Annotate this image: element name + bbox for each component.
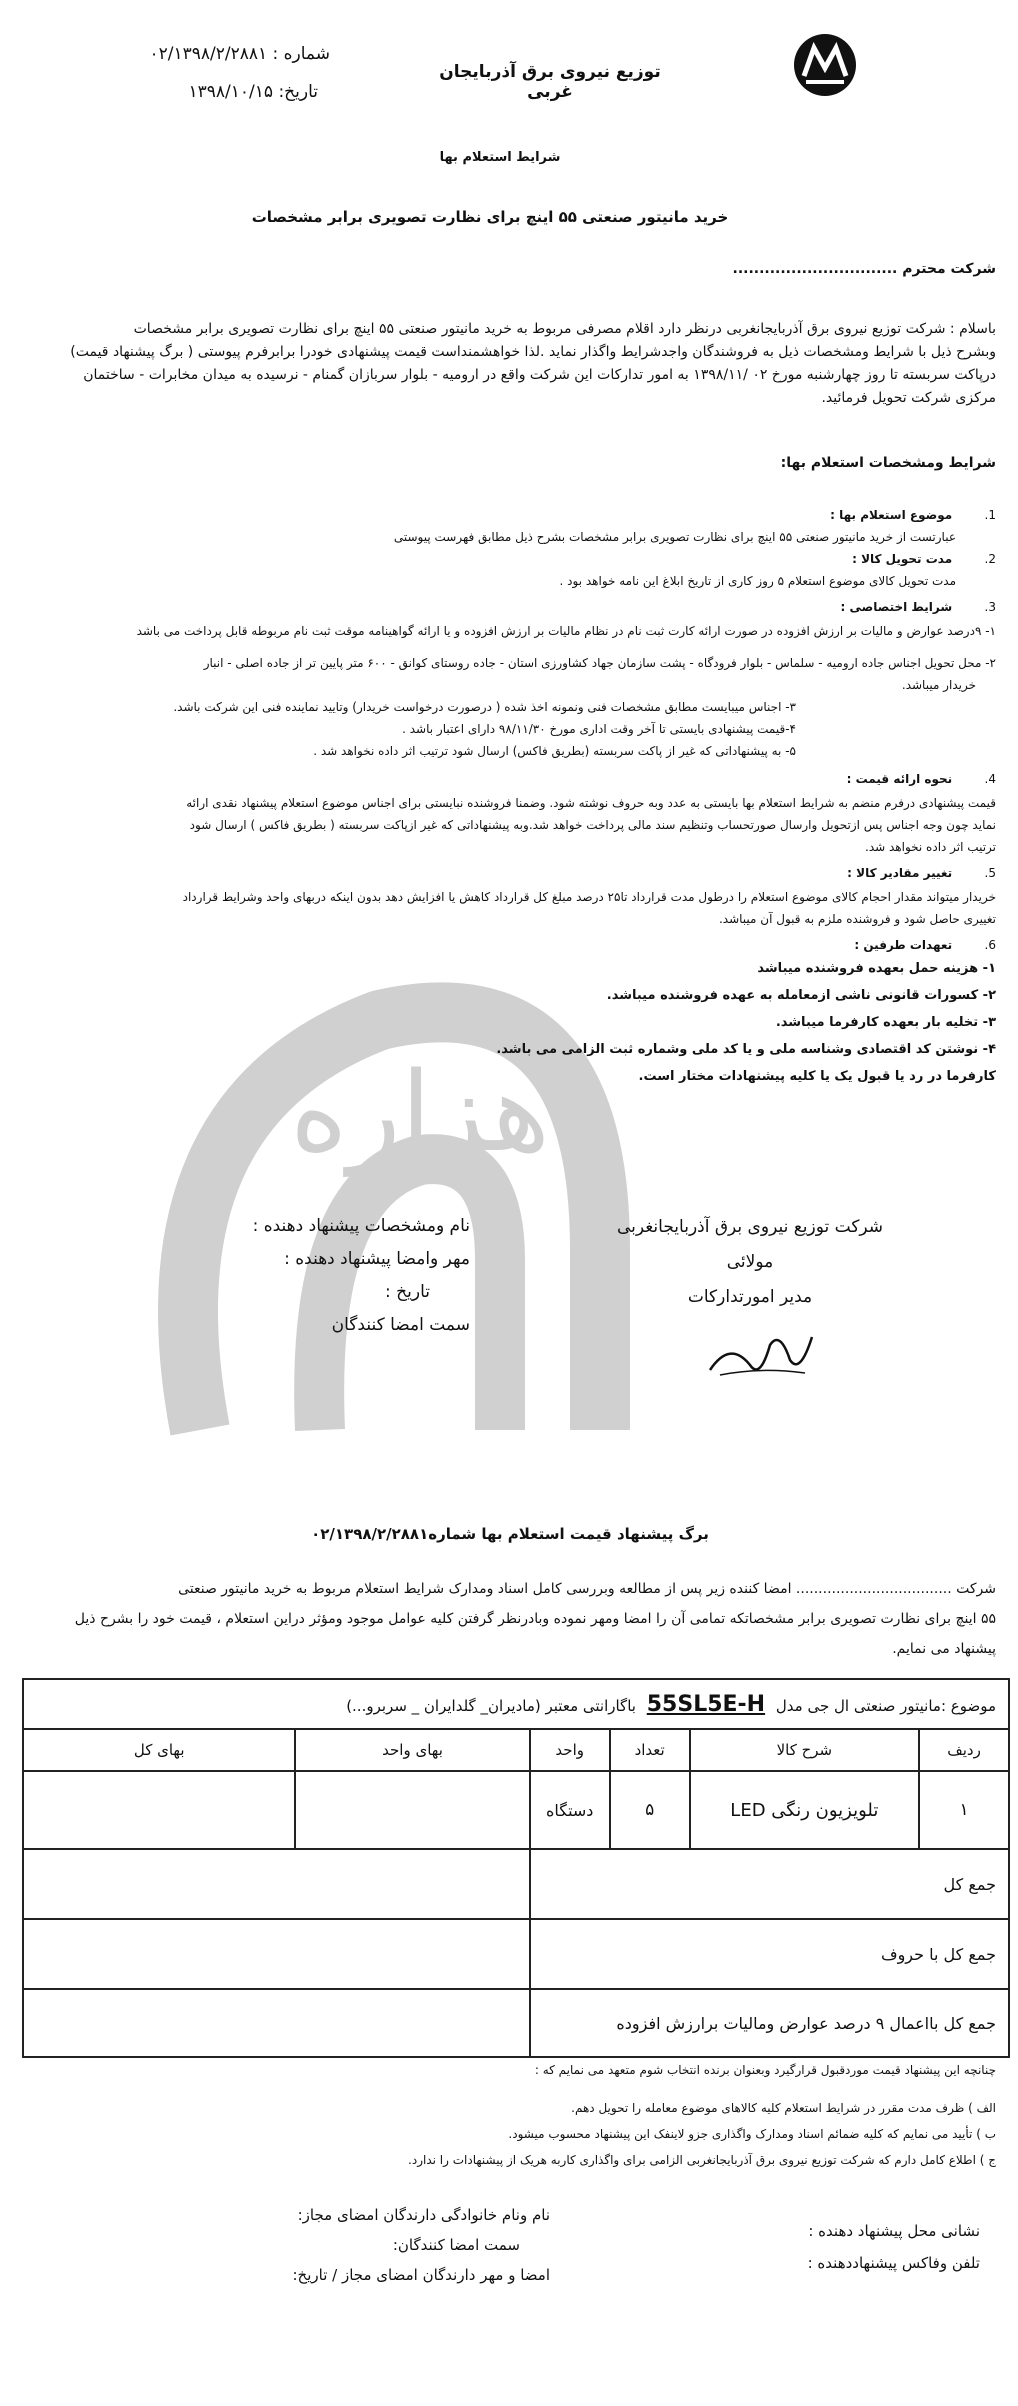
cell-total-price[interactable] [23, 1771, 295, 1849]
conditions-title: شرایط استعلام بها [439, 150, 561, 165]
date-value: ۱۳۹۸/۱۰/۱۵ [188, 82, 274, 102]
watermark-text: هزاره [289, 1048, 551, 1176]
company-signature-block: شرکت توزیع نیروی برق آذربایجانغربی مولائی مدیر امورتدارکات [616, 1217, 884, 1307]
item-6-line: ۴- نوشتن کد اقتصادی وشناسه ملی و یا کد ملی وشماره ثبت الزامی می باشد. [496, 1042, 996, 1057]
commitment-item: ب ) تأیید می نمایم که کلیه ضمائم اسناد ومدارک واگذاری جزو لاینفک این پیشنهاد محسوب میشود. [508, 2127, 996, 2141]
company-name: توزیع نیروی برق آذربایجان غربی [439, 62, 661, 102]
col-header-unit-price: بهای واحد [295, 1729, 529, 1771]
item-3-heading: 3. شرایط اختصاصی : [840, 600, 996, 614]
item-5-line: خریدار میتواند مقدار احجام کالای موضوع استعلام را درطول مدت قرارداد تا۲۵ درصد مبلغ کل قرارداد کاهش یا افزایش دهد بدون اینکه دربهای واحد وشرایط قرارداد [182, 890, 996, 904]
bidder-signature-block: نام ومشخصات پیشنهاد دهنده : مهر وامضا پیشنهاد دهنده : تاریخ : سمت امضا کنندگان [252, 1216, 470, 1335]
quote-table-wrapper [22, 1678, 1010, 2058]
cell-unit-price[interactable] [295, 1771, 529, 1849]
footer-commitments [21, 2098, 996, 2176]
intro-line: درپاکت سربسته تا روز چهارشنبه مورخ ۰۲ /۱۳۹۸/۱۱ به امور تدارکات این شرکت واقع در ارومیه - بلوار سربازان گمنام - نرسیده به میدان مخابرات - ساختمان [83, 367, 996, 383]
item-5-heading: 5. تغییر مقادیر کالا : [847, 866, 996, 880]
cell-quantity: ۵ [610, 1771, 690, 1849]
item-4-line: ترتیب اثر داده نخواهد شد. [865, 840, 996, 854]
item-3-line: خریدار میباشد. [901, 678, 976, 692]
main-title: خرید مانیتور صنعتی ۵۵ اینچ برای نظارت تصویری برابر مشخصات [251, 208, 729, 226]
col-header-description: شرح کالا [690, 1729, 920, 1771]
item-6-line: ۳- تخلیه بار بعهده کارفرما میباشد. [775, 1015, 996, 1030]
form-title: برگ پیشنهاد قیمت استعلام بها شماره۰۲/۱۳۹۸/۲/۲۸۸۱ [311, 1525, 709, 1543]
subject-cell [23, 1679, 1009, 1729]
cell-row-number: ۱ [919, 1771, 1009, 1849]
cell-description: تلویزیون رنگی LED [690, 1771, 920, 1849]
sum-words-label: جمع کل با حروف [530, 1919, 1009, 1989]
letter-date [118, 82, 318, 102]
sum-value-cell[interactable] [23, 1849, 530, 1919]
item-4-line: قیمت پیشنهادی درفرم منضم به شرایط استعلام بها بایستی به عدد وبه حروف نوشته شود. وضمنا فروشنده نبایستی برای اجناس موضوع استعلام پیشنهاد نقدی ارائه [186, 796, 996, 810]
item-3-line: ۱- ۹درصد عوارض و مالیات بر ارزش افزوده در صورت ارائه کارت ثبت نام در نظام مالیات بر ارزش افزوده و یا ارائه گواهینامه موقت ثبت نام مربوطه قابل پرداخت می باشد [136, 624, 996, 638]
form-intro [21, 1578, 996, 1661]
number-value: ۰۲/۱۳۹۸/۲/۲۸۸۱ [149, 44, 268, 64]
intro-line: وبشرح ذیل با شرایط ومشخصات ذیل به فروشندگان واجدشرایط واگذار نماید .لذا خواهشمنداست قیمت پیشنهادی خودرا برابرفرم پیوستی ( برگ پیشنهاد قیمت) [70, 344, 996, 360]
sum-label: جمع کل [530, 1849, 1009, 1919]
salutation: شرکت محترم ............................... [732, 261, 996, 277]
intro-line: باسلام : شرکت توزیع نیروی برق آذربایجانغربی درنظر دارد اقلام مصرفی مربوط به خرید مانیتور صنعتی ۵۵ اینچ برای نظارت تصویری برابر مشخصات [133, 321, 996, 337]
item-5-line: تغییری حاصل شود و فروشنده ملزم به قبول آن میباشد. [718, 912, 996, 926]
item-1-heading: 1. موضوع استعلام بها : [830, 508, 996, 522]
item-4-heading: 4. نحوه ارائه قیمت : [846, 772, 996, 786]
item-6-last: کارفرما در رد یا قبول یک یا کلیه پیشنهادات مختار است. [638, 1069, 996, 1084]
sum-words-value-cell[interactable] [23, 1919, 530, 1989]
table-row [23, 1771, 1009, 1849]
col-header-unit: واحد [530, 1729, 610, 1771]
company-logo [790, 30, 860, 100]
col-header-quantity: تعداد [610, 1729, 690, 1771]
item-3-line: ۲- محل تحویل اجناس جاده ارومیه - سلماس - بلوار فرودگاه - پشت سازمان جهاد کشاورزی استان - جاده روستای کوانق - ۶۰۰ متر پایین تر از جاده اصلی - انبار [203, 656, 996, 670]
intro-paragraph [21, 318, 996, 410]
item-3-line: ۵- به پیشنهاداتی که غیر از پاکت سربسته (بطریق فاکس) ارسال شود ترتیب اثر داده نخواهد شد . [313, 744, 796, 758]
subject-prefix: موضوع :مانیتور صنعتی ال جی مدل [775, 1696, 996, 1715]
sum-tax-label: جمع کل بااعمال ۹ درصد عوارض ومالیات برارزش افزوده [530, 1989, 1009, 2057]
form-intro-line: پیشنهاد می نمایم. [892, 1641, 996, 1657]
cell-unit: دستگاه [530, 1771, 610, 1849]
number-label: شماره : [272, 44, 330, 64]
sum-tax-value-cell[interactable] [23, 1989, 530, 2057]
conditions-heading: شرایط ومشخصات استعلام بها: [780, 455, 996, 471]
bidder-contact-block: نشانی محل پیشنهاد دهنده : تلفن وفاکس پیشنهاددهنده : [807, 2222, 980, 2272]
letter-number [90, 44, 330, 64]
item-3-line: ۴-قیمت پیشنهادی بایستی تا آخر وقت اداری مورخ ۹۸/۱۱/۳۰ دارای اعتبار باشد . [402, 722, 796, 736]
commitment-item: الف ) ظرف مدت مقرر در شرایط استعلام کلیه کالاهای موضوع معامله را تحویل دهم. [571, 2101, 996, 2115]
item-4-line: نماید چون وجه اجناس پس ازتحویل وارسال صورتحساب وتنظیم سند مالی پرداخت خواهد شد.وبه پیشنهاداتی که غیر ازپاکت سربسته ( بطریق فاکس ) ارسال شود [189, 818, 996, 832]
item-1-text: عبارتست از خرید مانیتور صنعتی ۵۵ اینچ برای نظارت تصویری برابر مشخصات بشرح ذیل مطابق فهرست پیوستی [393, 530, 956, 544]
commitment-item: ج ) اطلاع کامل دارم که شرکت توزیع نیروی برق آذربایجانغربی الزامی برای واگذاری کاربه هریک از پیشنهادات را ندارد. [408, 2153, 996, 2167]
authorized-signers-block: نام ونام خانوادگی دارندگان امضای مجاز: سمت امضا کنندگان: امضا و مهر دارندگان امضای مجاز / تاریخ: [292, 2206, 550, 2284]
date-label: تاریخ: [278, 82, 318, 102]
subject-suffix: باگارانتی معتبر (مادیران_ گلدایران _ سربرو...) [346, 1696, 636, 1715]
col-header-row-number: ردیف [919, 1729, 1009, 1771]
col-header-total-price: بهای کل [23, 1729, 295, 1771]
conditions-list [21, 505, 996, 1094]
form-intro-line: ۵۵ اینچ برای نظارت تصویری برابر مشخصاتکه تمامی آن را امضا ومهر نموده وبادرنظر گرفتن کلیه عوامل موجود ومؤثر دراین استعلام ، قیمت خود را بشرح ذیل [74, 1611, 996, 1627]
item-6-line: ۲- کسورات قانونی ناشی ازمعامله به عهده فروشنده میباشد. [606, 988, 996, 1003]
intro-line: مرکزی شرکت تحویل فرمائید. [821, 390, 996, 406]
item-2-text: مدت تحویل کالای موضوع استعلام ۵ روز کاری از تاریخ ابلاغ این نامه خواهد بود . [559, 574, 956, 588]
item-3-line: ۳- اجناس میبایست مطابق مشخصات فنی ونمونه اخذ شده ( درصورت درخواست خریدار) وتایید نماینده فنی این شرکت باشد. [173, 700, 796, 714]
item-6-line: ۱- هزینه حمل بعهده فروشنده میباشد [757, 961, 996, 976]
model-number: 55SL5E-H [646, 1691, 766, 1717]
handwritten-signature [700, 1325, 820, 1385]
quote-table [22, 1678, 1010, 2058]
form-intro-line: شرکت ................................... امضا کننده زیر پس از مطالعه وبررسی کامل اسناد ومدارک شرایط استعلام مربوط به خرید مانیتور صنعتی [178, 1581, 996, 1597]
footer-note: چنانچه این پیشنهاد قیمت موردقبول قرارگیرد وبعنوان برنده انتخاب شوم متعهد می نمایم که : [534, 2063, 996, 2077]
item-2-heading: 2. مدت تحویل کالا : [852, 552, 996, 566]
item-6-heading: 6. تعهدات طرفین : [854, 938, 996, 952]
